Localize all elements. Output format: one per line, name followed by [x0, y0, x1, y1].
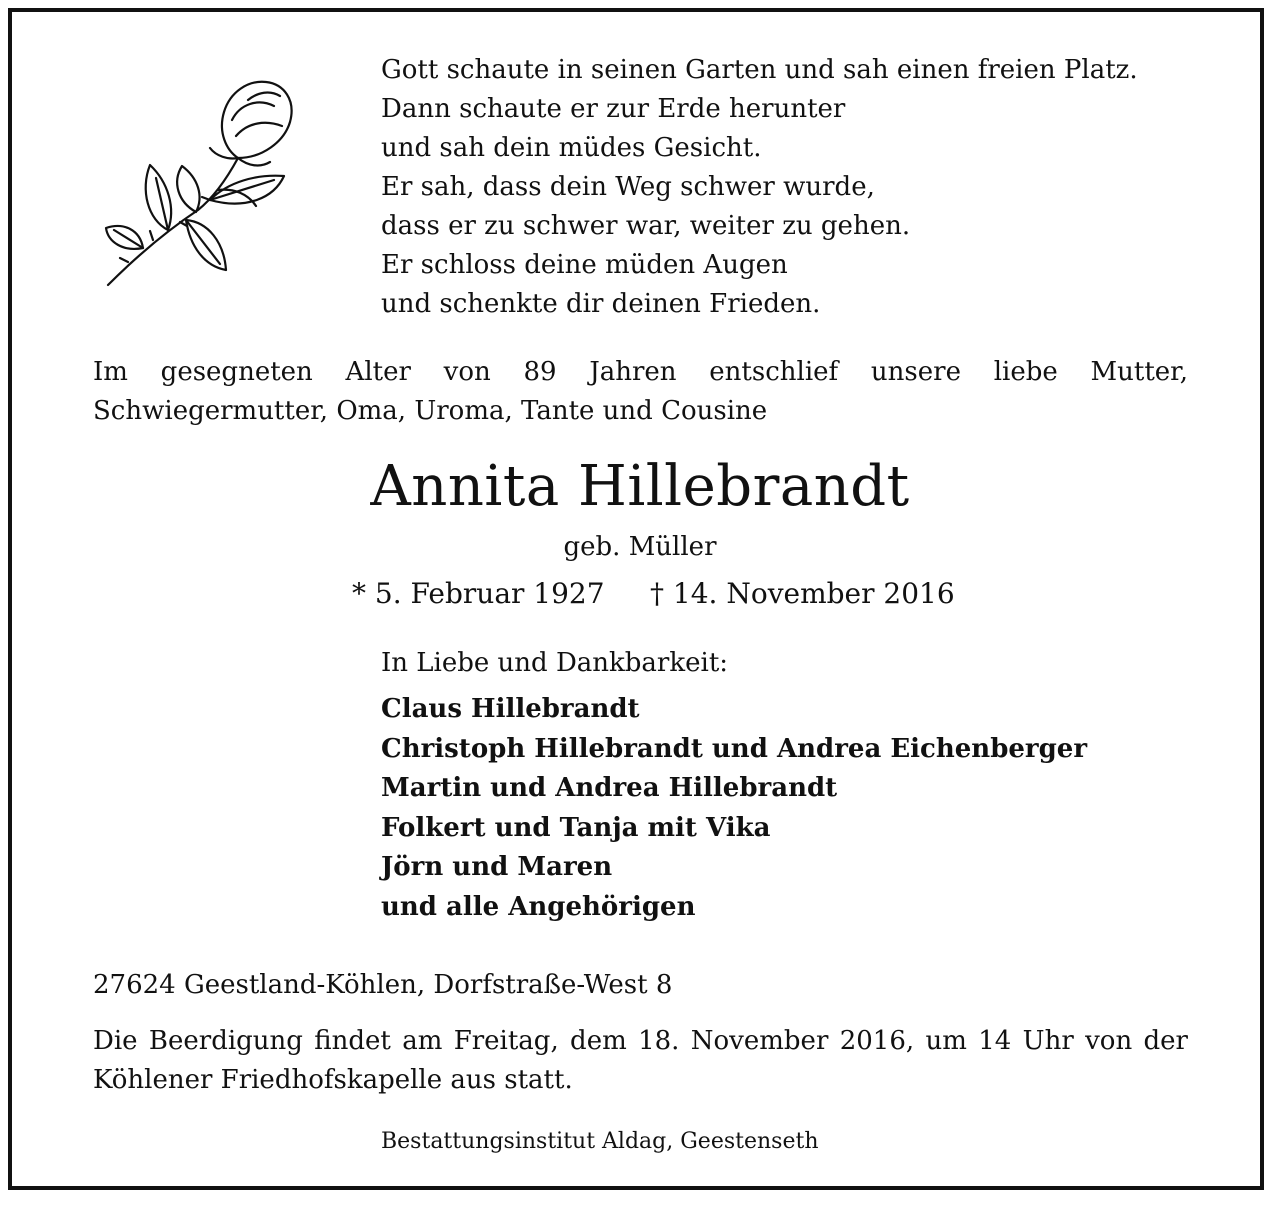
- intro-text: Im gesegneten Alter von 89 Jahren entschlief unsere liebe Mutter, Schwiegermutter, Oma, Uroma, Tante und Cousine: [93, 357, 1188, 426]
- poem-line: und schenkte dir deinen Frieden.: [381, 289, 821, 319]
- mourner-name: Martin und Andrea Hillebrandt: [381, 773, 838, 803]
- rose-icon: [98, 70, 308, 290]
- mourner-name: Claus Hillebrandt: [381, 694, 640, 724]
- mourner-name: Christoph Hillebrandt und Andrea Eichenberger: [381, 733, 1088, 764]
- undertaker: Bestattungsinstitut Aldag, Geestenseth: [381, 1129, 819, 1154]
- birth-date: * 5. Februar 1927: [352, 577, 605, 610]
- mourners-list: [381, 690, 1087, 927]
- poem-line: und sah dein müdes Gesicht.: [381, 133, 762, 163]
- death-date: † 14. November 2016: [650, 577, 955, 610]
- mourners-heading: In Liebe und Dankbarkeit:: [381, 648, 729, 678]
- poem-line: dass er zu schwer war, weiter zu gehen.: [381, 211, 911, 241]
- funeral-notice: Die Beerdigung findet am Freitag, dem 18. November 2016, um 14 Uhr von der Köhlener Friedhofskapelle aus statt.: [93, 1026, 1188, 1095]
- poem-line: Gott schaute in seinen Garten und sah einen freien Platz.: [381, 55, 1138, 85]
- mourner-name: Jörn und Maren: [381, 852, 613, 882]
- mourner-name: und alle Angehörigen: [381, 891, 696, 922]
- deceased-name: Annita Hillebrandt: [370, 454, 910, 519]
- mourner-name: Folkert und Tanja mit Vika: [381, 812, 771, 843]
- poem-line: Er sah, dass dein Weg schwer wurde,: [381, 172, 875, 202]
- poem-line: Er schloss deine müden Augen: [381, 250, 788, 280]
- poem-line: Dann schaute er zur Erde herunter: [381, 94, 846, 124]
- maiden-name: geb. Müller: [563, 532, 717, 562]
- address: 27624 Geestland-Köhlen, Dorfstraße-West 8: [93, 970, 673, 1000]
- poem: [381, 51, 1138, 324]
